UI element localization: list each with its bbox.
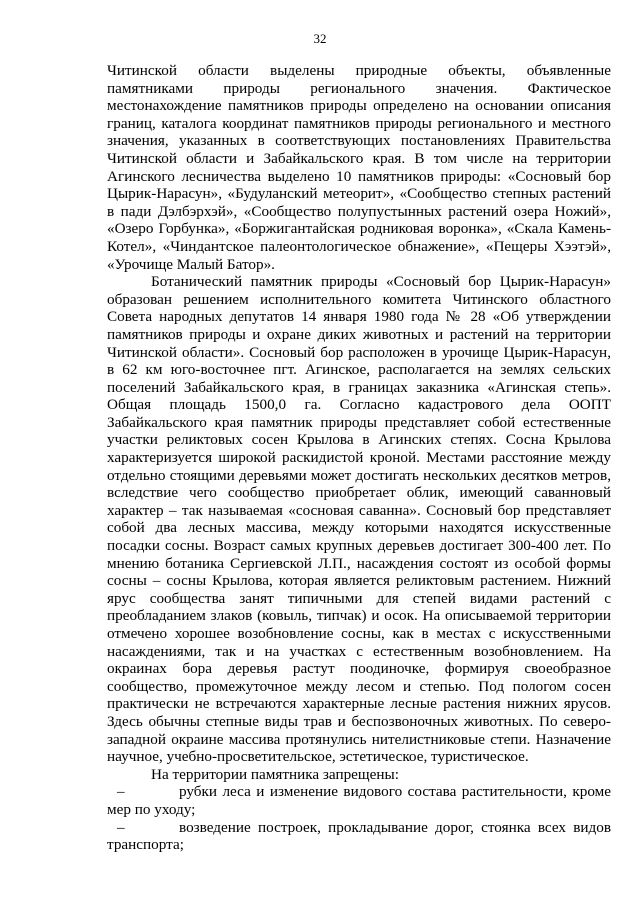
paragraph-intro: Читинской области выделены природные объекты, объявленные памятниками природы регионального значения. Фактическое местонахождение памятников природы определено на основании описания границ, каталога координат памятников природы регионального и местного значения, указанных в соответствующих постановлениях Правительства Читинской области и Забайкальского края. В том числе на территории Агинского лесничества выделено 10 памятников природы: «Сосновый бор Цырик-Нарасун», «Будуланский метеорит», «Сообщество степных растений в пади Дэлбэрхэй», «Сообщество полупустынных растений озера Ножий», «Озеро Горбунка», «Боржигантайская родниковая воронка», «Скала Камень-Котел», «Чиндантское палеонтологическое обнажение», «Пещеры Хээтэй», «Урочище Малый Батор». bbox=[107, 62, 611, 273]
list-dash: – bbox=[117, 783, 125, 801]
document-body bbox=[107, 62, 611, 854]
list-dash: – bbox=[117, 818, 125, 836]
list-item-text: рубки леса и изменение видового состава растительности, кроме мер по уходу; bbox=[107, 783, 611, 818]
list-item bbox=[107, 819, 611, 854]
list-item-text: возведение построек, прокладывание дорог, стоянка всех видов транспорта; bbox=[107, 818, 611, 854]
prohibitions-list bbox=[107, 783, 611, 853]
paragraph-botanical-monument: Ботанический памятник природы «Сосновый бор Цырик-Нарасун» образован решением исполнительного комитета Читинского областного Совета народных депутатов 14 января 1980 года № 28 «Об утверждении памятников природы и охране диких животных и растений на территории Читинской области». Сосновый бор расположен в урочище Цырик-Нарасун, в 62 км юго-восточнее пгт. Агинское, располагается на землях сельских поселений Забайкальского края, в границах заказника «Агинская степь». Общая площадь 1500,0 га. Согласно кадастрового дела ООПТ Забайкальского края памятник природы представляет собой естественные участки реликтовых сосен Крылова в Агинских степях. Сосна Крылова характеризуется широкой раскидистой кроной. Местами расстояние между отдельно стоящими деревьями может достигать нескольких десятков метров, вследствие чего сообщество приобретает облик, имеющий саванновый характер – так называемая «сосновая саванна». Сосновый бор представляет собой два лесных массива, между которыми находятся искусственные посадки сосны. Возраст самых крупных деревьев достигает 300-400 лет. По мнению ботаника Сергиевской Л.П., насаждения состоят из особой формы сосны – сосны Крылова, которая является реликтовым растением. Нижний ярус сообщества занят типичными для степей видами растений с преобладанием злаков (ковыль, типчак) и осок. На описываемой территории отмечено хорошее возобновление сосны, как в местах с искусственными насаждениями, так и на участках с естественным возобновлением. На окраинах бора деревья растут поодиночке, формируя своеобразное сообщество, промежуточное между лесом и степью. Под пологом сосен практически не встречаются характерные лесные растения нижних ярусов. Здесь обычны степные виды трав и беспозвоночных животных. По северо-западной окраине массива протянулись нителистниковые степи. Назначение научное, учебно-просветительское, эстетическое, туристическое. bbox=[107, 273, 611, 766]
paragraph-prohibitions-heading: На территории памятника запрещены: bbox=[151, 765, 399, 783]
page-number: 32 bbox=[313, 31, 327, 46]
list-item bbox=[107, 783, 611, 818]
